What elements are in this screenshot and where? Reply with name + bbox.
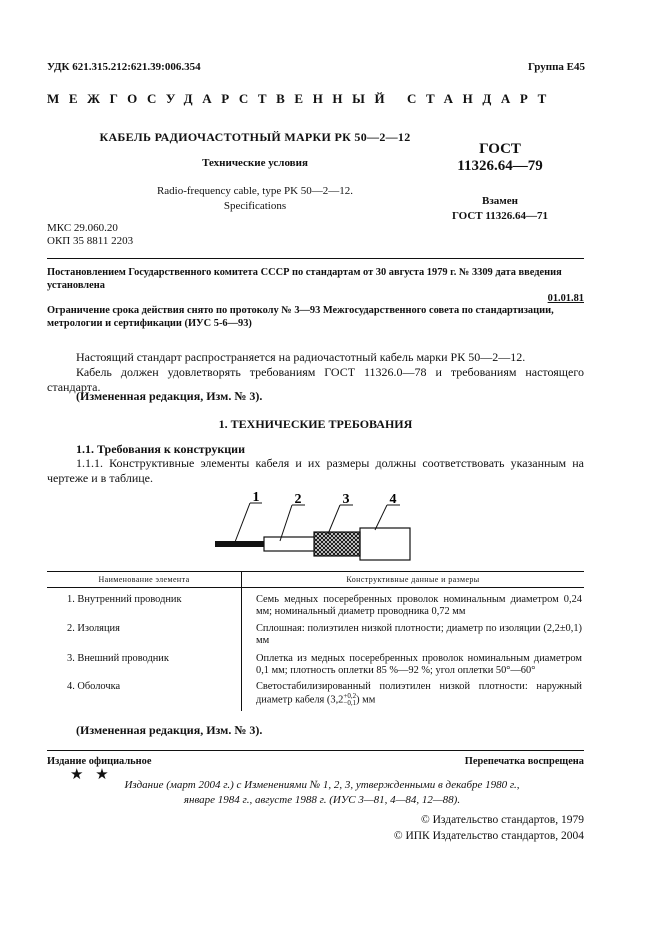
footer-divider bbox=[47, 750, 584, 751]
amendment-note-1: (Измененная редакция, Изм. № 3). bbox=[76, 389, 263, 403]
table-cell-name: 3. Внешний проводник bbox=[47, 653, 242, 681]
replaces-number: ГОСТ 11326.64—71 bbox=[451, 210, 549, 222]
english-title-line1: Radio-frequency cable, type PK 50—2—12. bbox=[156, 185, 354, 197]
jacket-shape bbox=[360, 528, 410, 560]
table-row bbox=[47, 681, 584, 711]
edition-line1: Издание (март 2004 г.) с Изменениями № 1, 2, 3, утвержденными в декабре 1980 г., bbox=[124, 779, 520, 791]
jacket-unit: ) мм bbox=[356, 694, 376, 706]
table-cell-name: 2. Изоляция bbox=[47, 623, 242, 653]
document-title: КАБЕЛЬ РАДИОЧАСТОТНЫЙ МАРКИ РК 50—2—12 bbox=[99, 130, 411, 144]
gost-label: ГОСТ bbox=[479, 141, 521, 157]
table-header-data: Конструктивные данные и размеры bbox=[242, 572, 585, 588]
paragraph-requirements: Кабель должен удовлетворять требованиям ГОСТ 11326.0—78 и требованиям настоящего стандарта. bbox=[47, 365, 584, 394]
restriction-text: Ограничение срока действия снято по протоколу № 3—93 Межгосударственного совета по стандартизации, метрологии и сертификации (ИУС 5-6—93) bbox=[47, 305, 554, 329]
leader-line-3 bbox=[328, 505, 340, 534]
figure-label-2: 2 bbox=[294, 492, 302, 507]
gost-number: 11326.64—79 bbox=[457, 158, 543, 174]
subsection-title: 1.1. Требования к конструкции bbox=[76, 442, 246, 456]
leader-line-2 bbox=[280, 505, 292, 541]
leader-line-1 bbox=[235, 503, 250, 542]
okp-code: ОКП 35 8811 2203 bbox=[47, 235, 134, 247]
section-title: 1. ТЕХНИЧЕСКИЕ ТРЕБОВАНИЯ bbox=[218, 417, 413, 431]
gost-number-block bbox=[420, 141, 580, 175]
paragraph-scope: Настоящий стандарт распространяется на радиочастотный кабель марки РК 50—2—12. bbox=[76, 350, 526, 364]
english-title-line2: Specifications bbox=[223, 200, 287, 212]
udk-code: УДК 621.315.212:621.39:006.354 bbox=[47, 61, 201, 73]
table-cell-data: Семь медных посеребренных проволок номинальным диаметром 0,24 мм; номинальный диаметр проводника 0,72 мм bbox=[256, 594, 582, 617]
standard-banner: МЕЖГОСУДАРСТВЕННЫЙ СТАНДАРТ bbox=[47, 91, 556, 106]
table-cell-data bbox=[242, 681, 585, 711]
table-row bbox=[47, 623, 584, 653]
amendment-note-2: (Измененная редакция, Изм. № 3). bbox=[76, 723, 263, 737]
table-row bbox=[47, 588, 584, 624]
edition-line2: январе 1984 г., августе 1988 г. (ИУС 3—81, 4—84, 12—88). bbox=[183, 794, 461, 806]
figure-label-1: 1 bbox=[252, 490, 260, 505]
english-title bbox=[60, 184, 450, 214]
leader-line-4 bbox=[375, 505, 387, 530]
spec-table bbox=[47, 571, 584, 711]
jacket-text: Светостабилизированный полиэтилен низкой плотности: наружный диаметр кабеля (3,2 bbox=[256, 681, 582, 706]
table-header-row bbox=[47, 572, 584, 588]
figure-label-4: 4 bbox=[389, 492, 397, 507]
tolerance bbox=[343, 693, 356, 707]
document-subtitle: Технические условия bbox=[202, 157, 308, 169]
tolerance-plus: +0,2 bbox=[343, 692, 357, 700]
group-code: Группа Е45 bbox=[527, 61, 585, 73]
mks-code: МКС 29.060.20 bbox=[47, 222, 118, 234]
table-row bbox=[47, 653, 584, 681]
star-icon: ★ ★ bbox=[70, 767, 113, 783]
replaces-label: Взамен bbox=[482, 195, 518, 207]
table-cell-data: Сплошная: полиэтилен низкой плотности; диаметр по изоляции (2,2±0,1) мм bbox=[256, 623, 582, 646]
conductor-shape bbox=[215, 541, 264, 547]
paragraph-1-1-1: 1.1.1. Конструктивные элементы кабеля и их размеры должны соответствовать указанным на чертеже и в таблице. bbox=[47, 456, 584, 485]
table-cell-data: Оплетка из медных посеребренных проволок номинальным диаметром 0,1 мм; плотность оплетки 85 %—92 %; угол оплетки 50°—60° bbox=[256, 653, 582, 676]
table-cell-name: 4. Оболочка bbox=[47, 681, 242, 711]
decree-text: Постановлением Государственного комитета СССР по стандартам от 30 августа 1979 г. № 3309 дата введения установлена bbox=[47, 267, 562, 291]
replaces-block bbox=[420, 194, 580, 224]
reprint-notice: Перепечатка воспрещена bbox=[464, 756, 584, 767]
official-edition: Издание официальное bbox=[47, 756, 152, 767]
table-cell-name: 1. Внутренний проводник bbox=[47, 588, 242, 624]
insulation-shape bbox=[264, 537, 314, 551]
copyright-2004: © ИПК Издательство стандартов, 2004 bbox=[393, 830, 584, 842]
classification-codes bbox=[47, 222, 133, 248]
edition-note bbox=[107, 778, 537, 808]
introduction-date: 01.01.81 bbox=[547, 293, 584, 304]
copyright-1979: © Издательство стандартов, 1979 bbox=[420, 814, 584, 826]
figure-label-3: 3 bbox=[342, 492, 350, 507]
cable-drawing bbox=[210, 490, 425, 565]
tolerance-minus: −0,1 bbox=[343, 699, 357, 707]
divider bbox=[47, 258, 584, 259]
braid-shape bbox=[314, 532, 360, 556]
table-header-element: Наименование элемента bbox=[47, 572, 242, 588]
